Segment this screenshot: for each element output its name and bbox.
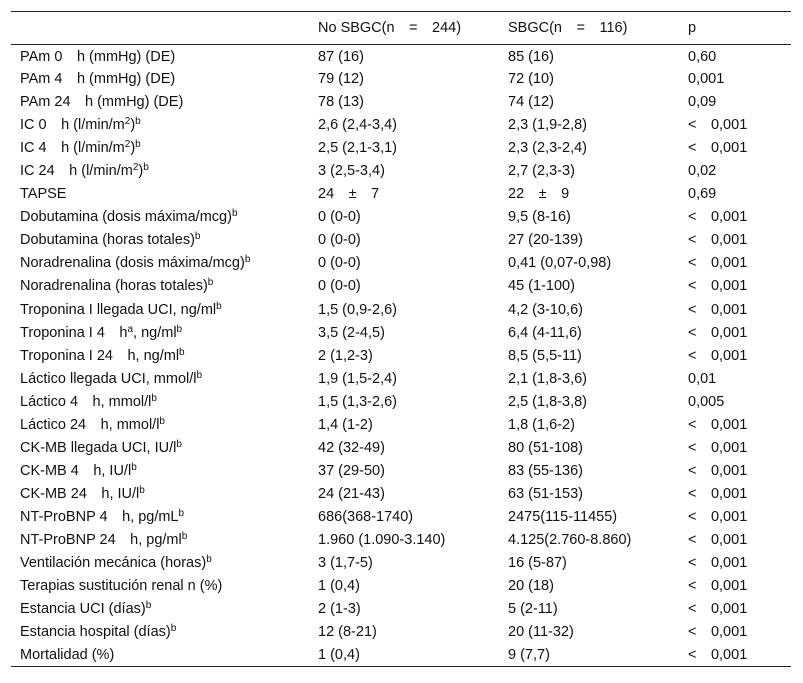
cell-no-sbgc: 37 (29-50) (318, 462, 385, 479)
cell-p-value: < 0,001 (688, 209, 748, 226)
table-row (11, 229, 791, 252)
cell-p-value: < 0,001 (688, 255, 748, 272)
row-label-text: Estancia UCI (días) (20, 601, 146, 618)
row-label-text: CK-MB llegada UCI, IU/l (20, 439, 177, 456)
row-label (11, 459, 309, 482)
header-p: p (679, 12, 791, 45)
cell-no-sbgc: 78 (13) (318, 94, 364, 111)
cell-sbgc: 5 (2-11) (508, 601, 558, 618)
cell-sbgc: 83 (55-136) (508, 462, 583, 479)
cell-sbgc: 1,8 (1,6-2) (508, 416, 575, 433)
footnote-marker: b (139, 484, 145, 496)
row-label-text: Dobutamina (horas totales) (20, 232, 195, 249)
row-label (11, 552, 309, 575)
cell-sbgc: 2,7 (2,3-3) (508, 163, 575, 180)
row-label (11, 321, 309, 344)
cell-sbgc: 20 (18) (508, 578, 554, 595)
cell-sbgc: 9,5 (8-16) (508, 209, 571, 226)
cell-p-value: < 0,001 (688, 117, 748, 134)
cell-p-value: < 0,001 (688, 532, 748, 548)
cell-no-sbgc: 42 (32-49) (318, 439, 385, 456)
cell-p-value: < 0,001 (688, 624, 748, 641)
row-label-text: NT-ProBNP 24 h, pg/ml (20, 532, 182, 548)
row-label-text: Láctico 4 h, mmol/l (20, 393, 152, 410)
cell-p-value: 0,01 (688, 370, 717, 387)
cell-no-sbgc: 1 (0,4) (309, 644, 499, 667)
footnote-marker: b (207, 277, 214, 289)
cell-no-sbgc: 2 (1,2-3) (318, 347, 373, 364)
cell-sbgc: 45 (1-100) (508, 278, 575, 295)
table-row (11, 575, 791, 598)
header-sbgc: SBGC(n = 116) (499, 12, 679, 45)
row-label (11, 45, 309, 68)
cell-p-value: 0,09 (688, 94, 717, 111)
cell-no-sbgc: 3,5 (2-4,5) (318, 324, 385, 341)
table-row (11, 275, 791, 298)
table-row (11, 160, 791, 183)
cell-p-value: < 0,001 (679, 644, 791, 667)
cell-no-sbgc: 2,5 (2,1-3,1) (318, 140, 397, 157)
table-row (11, 436, 791, 459)
cell-p-value: < 0,001 (688, 439, 748, 456)
cell-no-sbgc: 24 (21-43) (318, 485, 385, 502)
row-label-text: Troponina I 4 h (20, 324, 128, 341)
cell-sbgc: 4,2 (3-10,6) (508, 301, 583, 318)
row-label (11, 482, 309, 505)
table-row (11, 252, 791, 275)
row-label-text: TAPSE (20, 186, 67, 203)
cell-p-value: 0,001 (688, 71, 725, 88)
header-row (11, 12, 791, 45)
footnote-marker: b (176, 438, 182, 450)
cell-no-sbgc: 1 (0,4) (318, 578, 360, 595)
row-label (11, 528, 309, 551)
cell-no-sbgc: 0 (0-0) (318, 278, 361, 295)
cell-p-value: < 0,001 (688, 508, 748, 525)
row-label-text: CK-MB 24 h, IU/l (20, 485, 140, 502)
footnote-marker: b (179, 346, 185, 358)
table-row (11, 459, 791, 482)
row-label-text: Terapias sustitución renal n (%) (20, 578, 223, 595)
footnote-marker: b (170, 623, 177, 635)
cell-sbgc: 2,5 (1,8-3,8) (508, 393, 587, 410)
cell-p-value: < 0,001 (688, 278, 748, 295)
cell-sbgc: 20 (11-32) (508, 624, 574, 641)
cell-p-value: 0,005 (688, 393, 725, 410)
table-row (11, 505, 791, 528)
unit-superscript: 2 (132, 162, 139, 174)
cell-no-sbgc: 686(368-1740) (318, 508, 414, 525)
row-label-end: ) (130, 117, 136, 134)
row-label-text: Láctico 24 h, mmol/l (20, 416, 160, 433)
cell-no-sbgc: 2,6 (2,4-3,4) (318, 117, 397, 134)
footnote-marker: b (196, 369, 203, 381)
cell-p-value: 0,02 (688, 163, 717, 180)
footnote-marker: b (216, 300, 222, 312)
cell-p-value: 0,60 (688, 49, 717, 66)
row-label-end: , ng/ml (133, 324, 177, 341)
row-label-text: NT-ProBNP 4 h, pg/mL (20, 508, 179, 525)
cell-p-value: < 0,001 (688, 232, 748, 249)
cell-sbgc: 80 (51-108) (508, 439, 583, 456)
cell-p-value: 0,69 (688, 186, 717, 203)
row-label (11, 160, 309, 183)
row-label (11, 114, 309, 137)
cell-sbgc: 85 (16) (508, 49, 554, 66)
table-row (11, 390, 791, 413)
cell-sbgc: 2475(115-11455) (508, 508, 618, 525)
footnote-marker: b (181, 531, 188, 542)
row-label (11, 598, 309, 621)
unit-superscript: a (127, 323, 134, 335)
row-label-text: Dobutamina (dosis máxima/mcg) (20, 209, 232, 226)
cell-p-value: < 0,001 (688, 601, 748, 618)
row-label (11, 206, 309, 229)
row-label (11, 436, 309, 459)
footnote-marker: b (244, 254, 251, 266)
row-label (11, 367, 309, 390)
cell-sbgc: 2,3 (2,3-2,4) (508, 140, 587, 157)
footnote-marker: b (151, 392, 157, 404)
table-row (11, 367, 791, 390)
row-label-text: Noradrenalina (horas totales) (20, 278, 208, 295)
row-label-text: Noradrenalina (dosis máxima/mcg) (20, 255, 245, 272)
table-row (11, 528, 791, 551)
footnote-marker: b (135, 139, 141, 151)
unit-superscript: 2 (124, 116, 131, 128)
cell-sbgc: 0,41 (0,07-0,98) (508, 255, 612, 272)
row-label (11, 644, 309, 667)
row-label-text: Troponina I 24 h, ng/ml (20, 347, 180, 364)
cell-sbgc: 63 (51-153) (508, 485, 583, 502)
cell-p-value: < 0,001 (688, 462, 748, 479)
footnote-marker: b (145, 600, 152, 612)
row-label-text: IC 0 h (l/min/m (20, 117, 125, 134)
footnote-marker: b (206, 554, 212, 566)
row-label (11, 621, 309, 644)
table-row (11, 298, 791, 321)
cell-sbgc: 9 (7,7) (499, 644, 679, 667)
table-row (11, 45, 791, 68)
row-label-text: Troponina I llegada UCI, ng/ml (20, 301, 217, 318)
cell-p-value: < 0,001 (688, 555, 748, 572)
unit-superscript: 2 (124, 139, 131, 151)
row-label (11, 183, 309, 206)
row-label (11, 229, 309, 252)
table-body (11, 45, 791, 667)
row-label-text: Ventilación mecánica (horas) (20, 555, 207, 572)
row-label (11, 275, 309, 298)
cell-no-sbgc: 1,5 (1,3-2,6) (318, 393, 397, 410)
cell-sbgc: 6,4 (4-11,6) (508, 324, 582, 341)
cell-no-sbgc: 0 (0-0) (318, 209, 361, 226)
table-row (11, 621, 791, 644)
row-label (11, 137, 309, 160)
cell-sbgc: 8,5 (5,5-11) (508, 347, 582, 364)
cell-no-sbgc: 3 (1,7-5) (318, 555, 373, 572)
footnote-marker: b (194, 231, 201, 243)
table-row (11, 644, 791, 667)
row-label (11, 505, 309, 528)
footnote-marker: b (143, 162, 149, 174)
row-label (11, 91, 309, 114)
cell-sbgc: 22 ± 9 (508, 186, 570, 203)
row-label (11, 390, 309, 413)
table-row (11, 413, 791, 436)
cell-sbgc: 4.125(2.760-8.860) (508, 532, 632, 548)
table-row (11, 344, 791, 367)
table-row (11, 482, 791, 505)
cell-p-value: < 0,001 (688, 578, 748, 595)
cell-no-sbgc: 1.960 (1.090-3.140) (318, 532, 446, 548)
cell-sbgc: 2,3 (1,9-2,8) (508, 117, 587, 134)
cell-no-sbgc: 1,5 (0,9-2,6) (318, 301, 397, 318)
cell-sbgc: 27 (20-139) (508, 232, 583, 249)
cell-sbgc: 2,1 (1,8-3,6) (508, 370, 587, 387)
header-label (11, 12, 309, 45)
cell-p-value: < 0,001 (688, 347, 748, 364)
row-label-text: IC 24 h (l/min/m (20, 163, 133, 180)
cell-no-sbgc: 2 (1-3) (318, 601, 361, 618)
table-row (11, 183, 791, 206)
footnote-marker: b (135, 116, 141, 128)
cell-no-sbgc: 0 (0-0) (318, 232, 361, 249)
table-row (11, 137, 791, 160)
table-row (11, 321, 791, 344)
cell-p-value: < 0,001 (688, 485, 748, 502)
row-label-text: Mortalidad (%) (20, 646, 115, 663)
cell-p-value: < 0,001 (688, 301, 748, 318)
footnote-marker: b (176, 323, 183, 335)
row-label-text: PAm 4 h (mmHg) (DE) (20, 71, 176, 88)
cell-no-sbgc: 87 (16) (318, 49, 364, 66)
row-label (11, 298, 309, 321)
cell-sbgc: 16 (5-87) (508, 555, 567, 572)
row-label-text: PAm 24 h (mmHg) (DE) (20, 94, 184, 111)
row-label-text: Estancia hospital (días) (20, 624, 171, 641)
cell-sbgc: 72 (10) (508, 71, 554, 88)
cell-no-sbgc: 1,4 (1-2) (318, 416, 373, 433)
row-label (11, 575, 309, 598)
table-row (11, 114, 791, 137)
table-row (11, 552, 791, 575)
header-no-sbgc: No SBGC(n = 244) (309, 12, 499, 45)
cell-sbgc: 74 (12) (508, 94, 554, 111)
row-label (11, 344, 309, 367)
cell-no-sbgc: 1,9 (1,5-2,4) (318, 370, 397, 387)
row-label-text: Láctico llegada UCI, mmol/l (20, 370, 197, 387)
cell-no-sbgc: 24 ± 7 (318, 186, 380, 203)
table-row (11, 91, 791, 114)
table-container (11, 11, 791, 667)
cell-no-sbgc: 3 (2,5-3,4) (318, 163, 385, 180)
row-label-text: IC 4 h (l/min/m (20, 140, 125, 157)
row-label-text: PAm 0 h (mmHg) (DE) (20, 49, 176, 66)
row-label (11, 68, 309, 91)
row-label-end: ) (138, 163, 144, 180)
table-row (11, 598, 791, 621)
cell-p-value: < 0,001 (688, 416, 748, 433)
cell-no-sbgc: 0 (0-0) (318, 255, 361, 272)
footnote-marker: b (159, 415, 165, 427)
cell-p-value: < 0,001 (688, 140, 748, 157)
row-label-text: CK-MB 4 h, IU/l (20, 462, 132, 479)
footnote-marker: b (231, 208, 238, 220)
cell-p-value: < 0,001 (688, 324, 748, 341)
table-row (11, 206, 791, 229)
footnote-marker: b (178, 507, 185, 519)
table-row (11, 68, 791, 91)
cell-no-sbgc: 79 (12) (318, 71, 364, 88)
comparison-table (11, 11, 791, 667)
row-label-end: ) (130, 140, 136, 157)
footnote-marker: b (131, 461, 137, 473)
row-label (11, 252, 309, 275)
row-label (11, 413, 309, 436)
cell-no-sbgc: 12 (8-21) (318, 624, 377, 641)
